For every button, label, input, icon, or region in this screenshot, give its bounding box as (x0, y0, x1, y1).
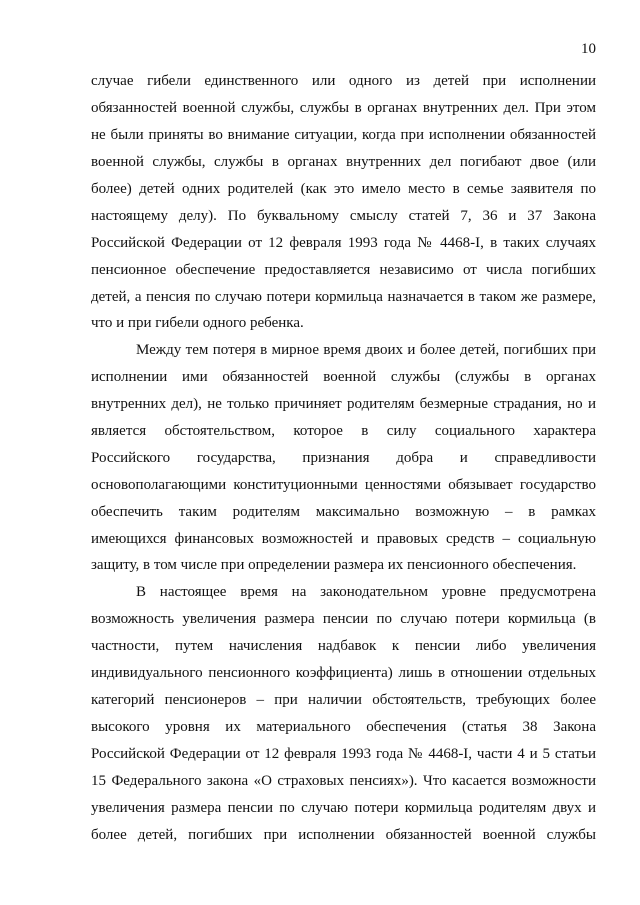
text-line: Российского государства, признания добра и справедливости (91, 450, 596, 466)
text-line: имеющихся финансовых возможностей и правовых средств – социальную (91, 531, 596, 547)
text-line: индивидуального пенсионного коэффициента) лишь в отношении отдельных (91, 665, 596, 681)
text-line: внутренних дел), не только причиняет родителям безмерные страдания, но и (91, 396, 596, 412)
text-line: более детей, погибших при исполнении обязанностей военной службы (91, 827, 596, 843)
text-line: В настоящее время на законодательном уровне предусмотрена (136, 584, 596, 600)
text-line: обеспечить таким родителям максимально возможную – в рамках (91, 504, 596, 520)
text-line: высокого уровня их материального обеспечения (статья 38 Закона (91, 719, 596, 735)
text-line: категорий пенсионеров – при наличии обстоятельств, требующих более (91, 692, 596, 708)
text-line: детей, а пенсия по случаю потери кормильца назначается в таком же размере, (91, 289, 596, 305)
text-line: увеличения размера пенсии по случаю потери кормильца родителям двух и (91, 800, 596, 816)
text-line: 15 Федерального закона «О страховых пенсиях»). Что касается возможности (91, 773, 596, 789)
text-line: настоящему делу). По буквальному смыслу статей 7, 36 и 37 Закона (91, 208, 596, 224)
text-line: что и при гибели одного ребенка. (91, 315, 304, 331)
text-line: пенсионное обеспечение предоставляется независимо от числа погибших (91, 262, 596, 278)
text-line: не были приняты во внимание ситуации, когда при исполнении обязанностей (91, 127, 596, 143)
text-line: является обстоятельством, которое в силу социального характера (91, 423, 596, 439)
text-line: Российской Федерации от 12 февраля 1993 года № 4468-I, части 4 и 5 статьи (91, 746, 596, 762)
text-line: исполнении ими обязанностей военной службы (службы в органах (91, 369, 596, 385)
text-line: частности, путем начисления надбавок к пенсии либо увеличения (91, 638, 596, 654)
page-number: 10 (581, 41, 596, 57)
text-line: основополагающими конституционными ценностями обязывает государство (91, 477, 596, 493)
text-line: Российской Федерации от 12 февраля 1993 года № 4468-I, в таких случаях (91, 235, 596, 251)
text-line: возможность увеличения размера пенсии по случаю потери кормильца (в (91, 611, 596, 627)
text-line: военной службы, службы в органах внутренних дел погибают двое (или (91, 154, 596, 170)
text-line: защиту, в том числе при определении размера их пенсионного обеспечения. (91, 557, 577, 573)
text-line: более) детей одних родителей (как это имело место в семье заявителя по (91, 181, 596, 197)
text-line: Между тем потеря в мирное время двоих и более детей, погибших при (136, 342, 596, 358)
text-line: случае гибели единственного или одного из детей при исполнении (91, 73, 596, 89)
text-line: обязанностей военной службы, службы в органах внутренних дел. При этом (91, 100, 596, 116)
